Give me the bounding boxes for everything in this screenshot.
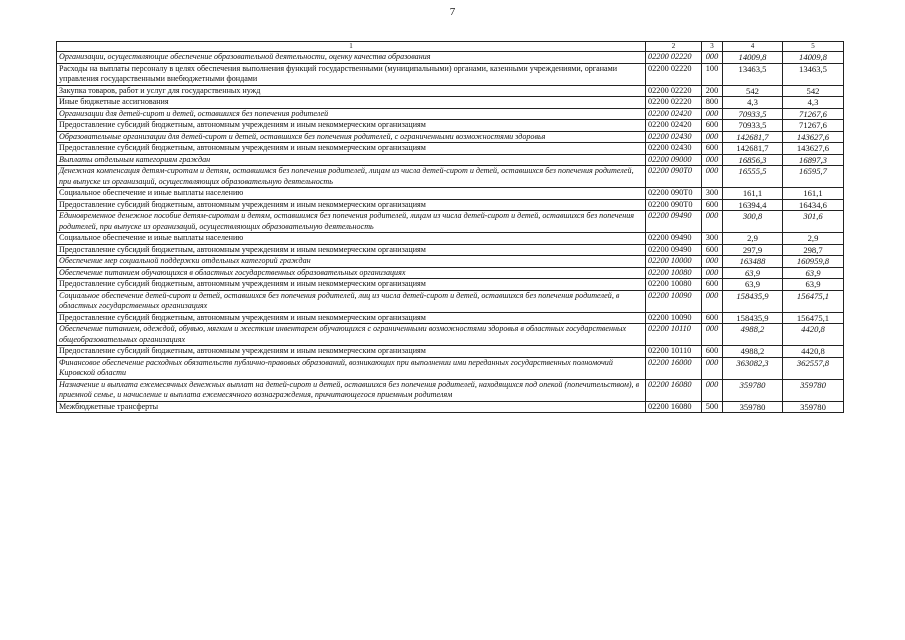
- row-code-cell: 02200 10080: [646, 267, 702, 279]
- row-expense-type-cell: 300: [702, 233, 723, 245]
- row-expense-type-cell: 100: [702, 63, 723, 85]
- row-name-cell: Предоставление субсидий бюджетным, автономным учреждениям и иным некоммерческим организациям: [57, 199, 646, 211]
- table-row: [57, 401, 844, 413]
- row-name-cell: Закупка товаров, работ и услуг для государственных нужд: [57, 85, 646, 97]
- row-expense-type-cell: 000: [702, 52, 723, 64]
- row-name-cell: Назначение и выплата ежемесячных денежных выплат на детей-сирот и детей, оставшихся без попечения родителей, находящихся под опекой (попечительством), в приемной семье, и начисление и выплата ежемесячного вознаграждения, причитающегося приемным родителям: [57, 379, 646, 401]
- row-amount-year2-cell: 16595,7: [783, 166, 844, 188]
- column-number: 4: [723, 42, 783, 52]
- table-row: [57, 211, 844, 233]
- row-name-cell: Межбюджетные трансферты: [57, 401, 646, 413]
- row-amount-year2-cell: 160959,8: [783, 256, 844, 268]
- row-amount-year1-cell: 63,9: [723, 279, 783, 291]
- row-expense-type-cell: 000: [702, 211, 723, 233]
- row-amount-year2-cell: 143627,6: [783, 143, 844, 155]
- row-amount-year2-cell: 4420,8: [783, 346, 844, 358]
- row-expense-type-cell: 000: [702, 290, 723, 312]
- row-expense-type-cell: 200: [702, 85, 723, 97]
- row-code-cell: 02200 02220: [646, 63, 702, 85]
- row-amount-year1-cell: 300,8: [723, 211, 783, 233]
- row-amount-year1-cell: 297,9: [723, 244, 783, 256]
- row-code-cell: 02200 10080: [646, 279, 702, 291]
- row-amount-year1-cell: 142681,7: [723, 131, 783, 143]
- row-name-cell: Социальное обеспечение и иные выплаты населению: [57, 188, 646, 200]
- row-amount-year1-cell: 70933,5: [723, 108, 783, 120]
- row-name-cell: Финансовое обеспечение расходных обязательств публично-правовых образований, возникающих при выполнении ими переданных государственных полномочий Кировской области: [57, 357, 646, 379]
- row-name-cell: Образовательные организации для детей-сирот и детей, оставшихся без попечения родителей, с ограниченными возможностями здоровья: [57, 131, 646, 143]
- column-number-row: [57, 42, 844, 52]
- row-code-cell: 02200 090Т0: [646, 166, 702, 188]
- row-expense-type-cell: 000: [702, 154, 723, 166]
- row-amount-year1-cell: 63,9: [723, 267, 783, 279]
- row-code-cell: 02200 16080: [646, 379, 702, 401]
- row-code-cell: 02200 090Т0: [646, 199, 702, 211]
- row-expense-type-cell: 000: [702, 379, 723, 401]
- table-row: [57, 379, 844, 401]
- row-amount-year2-cell: 156475,1: [783, 312, 844, 324]
- row-amount-year1-cell: 158435,9: [723, 312, 783, 324]
- row-code-cell: 02200 02420: [646, 120, 702, 132]
- table-row: [57, 63, 844, 85]
- row-amount-year1-cell: 16394,4: [723, 199, 783, 211]
- row-code-cell: 02200 090Т0: [646, 188, 702, 200]
- table-row: [57, 244, 844, 256]
- table-row: [57, 346, 844, 358]
- row-name-cell: Социальное обеспечение детей-сирот и детей, оставшихся без попечения родителей, лиц из числа детей-сирот и детей, оставшихся без попечения родителей, в областных государственных организациях: [57, 290, 646, 312]
- table-row: [57, 120, 844, 132]
- row-expense-type-cell: 000: [702, 166, 723, 188]
- row-expense-type-cell: 600: [702, 199, 723, 211]
- row-amount-year1-cell: 70933,5: [723, 120, 783, 132]
- row-amount-year1-cell: 163488: [723, 256, 783, 268]
- column-number: 3: [702, 42, 723, 52]
- row-code-cell: 02200 02430: [646, 143, 702, 155]
- row-amount-year2-cell: 63,9: [783, 267, 844, 279]
- row-amount-year2-cell: 16897,3: [783, 154, 844, 166]
- row-name-cell: Организации для детей-сирот и детей, оставшихся без попечения родителей: [57, 108, 646, 120]
- row-name-cell: Расходы на выплаты персоналу в целях обеспечения выполнения функций государственными (муниципальными) органами, казенными учреждениями, органами управления государственными внебюджетными фондами: [57, 63, 646, 85]
- row-amount-year1-cell: 16555,5: [723, 166, 783, 188]
- table-row: [57, 85, 844, 97]
- row-amount-year2-cell: 71267,6: [783, 108, 844, 120]
- row-amount-year2-cell: 298,7: [783, 244, 844, 256]
- row-name-cell: Предоставление субсидий бюджетным, автономным учреждениям и иным некоммерческим организациям: [57, 346, 646, 358]
- table-row: [57, 267, 844, 279]
- row-amount-year2-cell: 359780: [783, 379, 844, 401]
- row-amount-year1-cell: 13463,5: [723, 63, 783, 85]
- row-amount-year1-cell: 161,1: [723, 188, 783, 200]
- row-expense-type-cell: 800: [702, 97, 723, 109]
- row-amount-year1-cell: 359780: [723, 379, 783, 401]
- table-row: [57, 154, 844, 166]
- row-amount-year1-cell: 142681,7: [723, 143, 783, 155]
- table-row: [57, 357, 844, 379]
- row-amount-year2-cell: 16434,6: [783, 199, 844, 211]
- row-amount-year2-cell: 156475,1: [783, 290, 844, 312]
- row-code-cell: 02200 09000: [646, 154, 702, 166]
- row-expense-type-cell: 600: [702, 143, 723, 155]
- row-amount-year2-cell: 301,6: [783, 211, 844, 233]
- row-amount-year1-cell: 16856,3: [723, 154, 783, 166]
- table-row: [57, 279, 844, 291]
- row-amount-year1-cell: 2,9: [723, 233, 783, 245]
- row-amount-year1-cell: 542: [723, 85, 783, 97]
- row-code-cell: 02200 10090: [646, 312, 702, 324]
- row-amount-year2-cell: 71267,6: [783, 120, 844, 132]
- row-name-cell: Обеспечение питанием обучающихся в областных государственных образовательных организациях: [57, 267, 646, 279]
- table-row: [57, 97, 844, 109]
- row-name-cell: Денежная компенсация детям-сиротам и детям, оставшимся без попечения родителей, лицам из числа детей-сирот и детей, оставшихся без попечения родителей, при выпуске из организаций, осуществляющих образовательную деятельность: [57, 166, 646, 188]
- row-amount-year1-cell: 359780: [723, 401, 783, 413]
- row-amount-year2-cell: 13463,5: [783, 63, 844, 85]
- row-code-cell: 02200 09490: [646, 244, 702, 256]
- row-code-cell: 02200 10000: [646, 256, 702, 268]
- row-name-cell: Предоставление субсидий бюджетным, автономным учреждениям и иным некоммерческим организациям: [57, 120, 646, 132]
- row-code-cell: 02200 10110: [646, 346, 702, 358]
- column-number: 1: [57, 42, 646, 52]
- row-expense-type-cell: 300: [702, 188, 723, 200]
- row-name-cell: Предоставление субсидий бюджетным, автономным учреждениям и иным некоммерческим организациям: [57, 279, 646, 291]
- page-number: 7: [449, 6, 456, 18]
- row-expense-type-cell: 500: [702, 401, 723, 413]
- row-expense-type-cell: 600: [702, 244, 723, 256]
- row-name-cell: Предоставление субсидий бюджетным, автономным учреждениям и иным некоммерческим организациям: [57, 312, 646, 324]
- row-code-cell: 02200 09490: [646, 211, 702, 233]
- table-row: [57, 312, 844, 324]
- row-name-cell: Организации, осуществляющие обеспечение образовательной деятельности, оценку качества образования: [57, 52, 646, 64]
- row-amount-year2-cell: 143627,6: [783, 131, 844, 143]
- row-amount-year2-cell: 2,9: [783, 233, 844, 245]
- row-code-cell: 02200 16080: [646, 401, 702, 413]
- row-code-cell: 02200 02420: [646, 108, 702, 120]
- row-amount-year2-cell: 542: [783, 85, 844, 97]
- row-expense-type-cell: 000: [702, 256, 723, 268]
- column-number: 2: [646, 42, 702, 52]
- table-row: [57, 166, 844, 188]
- table-row: [57, 188, 844, 200]
- row-amount-year2-cell: 4420,8: [783, 324, 844, 346]
- row-name-cell: Выплаты отдельным категориям граждан: [57, 154, 646, 166]
- table-row: [57, 324, 844, 346]
- row-name-cell: Обеспечение питанием, одеждой, обувью, мягким и жестким инвентарем обучающихся с ограниченными возможностями здоровья в областных государственных общеобразовательных организациях: [57, 324, 646, 346]
- row-code-cell: 02200 02220: [646, 52, 702, 64]
- row-amount-year2-cell: 359780: [783, 401, 844, 413]
- table-row: [57, 256, 844, 268]
- row-amount-year2-cell: 161,1: [783, 188, 844, 200]
- row-amount-year1-cell: 4988,2: [723, 324, 783, 346]
- row-amount-year2-cell: 14009,8: [783, 52, 844, 64]
- row-name-cell: Предоставление субсидий бюджетным, автономным учреждениям и иным некоммерческим организациям: [57, 143, 646, 155]
- row-amount-year1-cell: 14009,8: [723, 52, 783, 64]
- row-expense-type-cell: 600: [702, 120, 723, 132]
- row-name-cell: Обеспечение мер социальной поддержки отдельных категорий граждан: [57, 256, 646, 268]
- row-expense-type-cell: 000: [702, 131, 723, 143]
- table-row: [57, 143, 844, 155]
- budget-table-body: [57, 42, 844, 413]
- row-name-cell: Единовременное денежное пособие детям-сиротам и детям, оставшимся без попечения родителей, лицам из числа детей-сирот и детей, оставшихся без попечения родителей, при выпуске из организаций, осуществляющих образовательную деятельность: [57, 211, 646, 233]
- budget-table: [56, 41, 844, 413]
- row-code-cell: 02200 10110: [646, 324, 702, 346]
- row-code-cell: 02200 02220: [646, 85, 702, 97]
- table-row: [57, 108, 844, 120]
- row-code-cell: 02200 10090: [646, 290, 702, 312]
- row-code-cell: 02200 16000: [646, 357, 702, 379]
- row-amount-year2-cell: 63,9: [783, 279, 844, 291]
- row-amount-year1-cell: 363082,3: [723, 357, 783, 379]
- row-amount-year2-cell: 362557,8: [783, 357, 844, 379]
- row-amount-year1-cell: 158435,9: [723, 290, 783, 312]
- row-expense-type-cell: 000: [702, 357, 723, 379]
- table-row: [57, 233, 844, 245]
- table-row: [57, 290, 844, 312]
- row-expense-type-cell: 000: [702, 324, 723, 346]
- row-expense-type-cell: 600: [702, 346, 723, 358]
- row-code-cell: 02200 02220: [646, 97, 702, 109]
- row-name-cell: Иные бюджетные ассигнования: [57, 97, 646, 109]
- row-code-cell: 02200 02430: [646, 131, 702, 143]
- row-name-cell: Социальное обеспечение и иные выплаты населению: [57, 233, 646, 245]
- column-number: 5: [783, 42, 844, 52]
- row-expense-type-cell: 000: [702, 267, 723, 279]
- row-expense-type-cell: 600: [702, 279, 723, 291]
- row-expense-type-cell: 600: [702, 312, 723, 324]
- row-expense-type-cell: 000: [702, 108, 723, 120]
- table-row: [57, 52, 844, 64]
- table-row: [57, 199, 844, 211]
- row-amount-year1-cell: 4988,2: [723, 346, 783, 358]
- row-amount-year2-cell: 4,3: [783, 97, 844, 109]
- row-amount-year1-cell: 4,3: [723, 97, 783, 109]
- table-row: [57, 131, 844, 143]
- row-code-cell: 02200 09490: [646, 233, 702, 245]
- row-name-cell: Предоставление субсидий бюджетным, автономным учреждениям и иным некоммерческим организациям: [57, 244, 646, 256]
